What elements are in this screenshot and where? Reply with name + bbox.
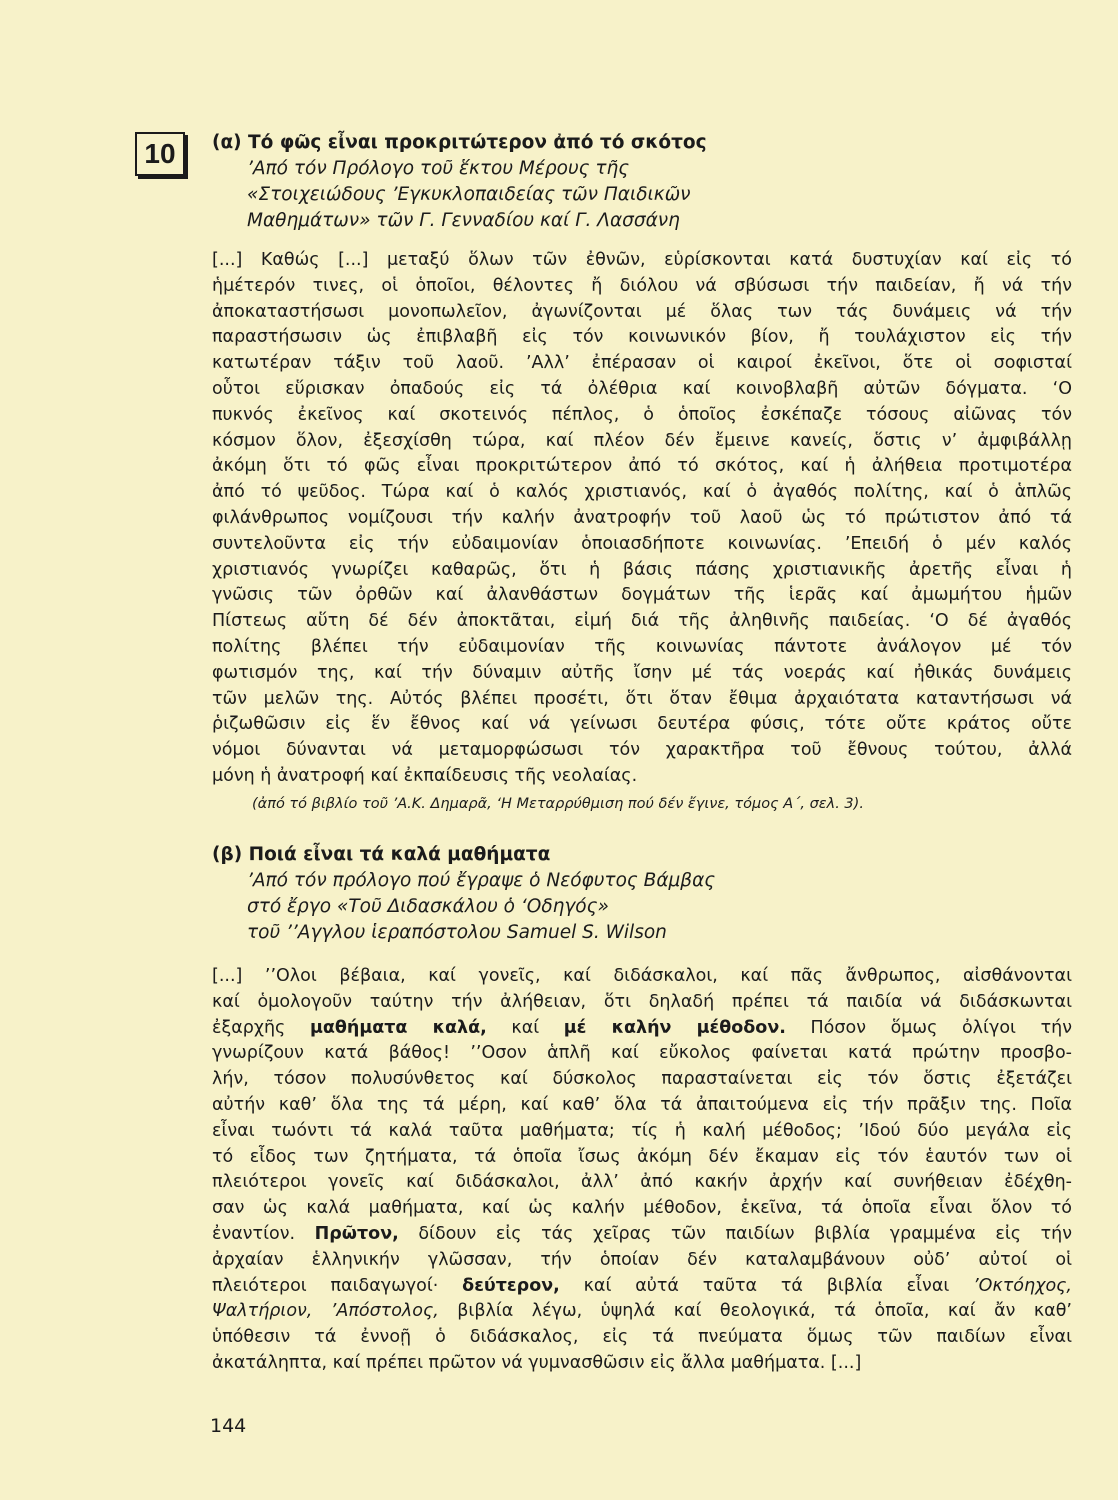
section-b-body [212, 964, 1072, 1377]
section-a-heading: (α) Τό φῶς εἶναι προκριτώτερον ἀπό τό σκότος [212, 132, 707, 153]
text-line: φωτισμόν της, καί τήν δύναμιν αὐτῆς ἴσην μέ τάς νοεράς καί ἠθικάς δυνάμεις [212, 662, 1072, 683]
text-run: ἐξαρχῆς [212, 1017, 310, 1038]
text-line: πυκνός ἐκεῖνος καί σκοτεινός πέπλος, ὁ ὁποῖος ἐσκέπαζε τόσους αἰῶνας τόν [212, 404, 1072, 425]
text-line: τῶν μελῶν της. Αὐτός βλέπει προσέτι, ὅτι ὅταν ἔθιμα ἀρχαιότατα καταντήσωσι νά [212, 688, 1072, 709]
text-line: πλειότεροι γονεῖς καί διδάσκαλοι, ἀλλ’ ἀπό κακήν ἀρχήν καί συνήθειαν ἐδέχθη- [212, 1172, 1072, 1193]
text-line: Πίστεως αὕτη δέ δέν ἀποκτᾶται, εἰμή διά τῆς ἀληθινῆς παιδείας. ‘Ο δέ ἀγαθός [212, 611, 1072, 632]
text-line: χριστιανός γνωρίζει καθαρῶς, ὅτι ἡ βάσις πάσης χριστιανικῆς ἀρετῆς εἶναι ἡ [212, 559, 1072, 580]
text-line: γνῶσις τῶν ὀρθῶν καί ἀλανθάστων δογμάτων τῆς ἱερᾶς καί ἀμωμήτου ἡμῶν [212, 585, 1072, 606]
section-number-badge: 10 [135, 132, 185, 176]
text-line: κατωτέραν τάξιν τοῦ λαοῦ. ’Αλλ’ ἐπέρασαν οἱ καιροί ἐκεῖνοι, ὅτε οἱ σοφισταί [212, 353, 1072, 374]
text-line: ἀκόμη ὅτι τό φῶς εἶναι προκριτώτερον ἀπό τό σκότος, καί ἡ ἀλήθεια προτιμοτέρα [212, 456, 1072, 477]
text-run: Πόσον ὅμως ὀλίγοι τήν [785, 1017, 1072, 1038]
text-line [212, 1274, 1072, 1300]
section-b-subtitle [247, 868, 1072, 946]
text-line: ἡμέτερόν τινες, οἱ ὁποῖοι, θέλοντες ἤ διόλου νά σβύσωσι τήν παιδείαν, ἤ νά τήν [212, 275, 1072, 296]
text-run: καί αὐτά ταῦτα τά βιβλία εἶναι [559, 1275, 974, 1296]
book-titles: Ψαλτήριον, ’Απόστολος, [212, 1301, 439, 1322]
text-line: πολίτης βλέπει τήν εὐδαιμονίαν τῆς κοινωνίας πάντοτε ἀνάλογον μέ τόν [212, 636, 1072, 657]
text-line: σαν ὡς καλά μαθήματα, καί ὡς καλήν μέθοδον, ἐκεῖνα, τά ὁποῖα εἶναι ὅλον τό [212, 1198, 1072, 1219]
text-line: ἀκατάληπτα, καί πρέπει πρῶτον νά γυμνασθῶσιν εἰς ἄλλα μαθήματα. [...] [212, 1352, 862, 1373]
text-line: αὐτήν καθ’ ὅλα της τά μέρη, καί καθ’ ὅλα τά ἀπαιτούμενα εἰς τήν πρᾶξιν της. Ποῖα [212, 1094, 1072, 1115]
text-line: ἀποκαταστήσωσι μονοπωλεῖον, ἀγωνίζονται μέ ὅλας των τάς δυνάμεις νά τήν [212, 301, 1072, 322]
text-line: εἶναι τωόντι τά καλά ταῦτα μαθήματα; τίς ἡ καλή μέθοδος; ’Ιδού δύο μεγάλα εἰς [212, 1120, 1072, 1141]
subtitle-line: Μαθημάτων» τῶν Γ. Γενναδίου καί Γ. Λασσάνη [247, 210, 680, 231]
text-line: ῥιζωθῶσιν εἰς ἕν ἔθνος καί νά γείνωσι δευτέρα φύσις, τότε οὔτε κράτος οὔτε [212, 714, 1072, 735]
text-run: δίδουν εἰς τάς χεῖρας τῶν παιδίων βιβλία γραμμένα εἰς τήν [398, 1223, 1072, 1244]
text-line [212, 1299, 1072, 1325]
emphasis-good-method: μέ καλήν μέθοδον. [563, 1017, 786, 1038]
text-run: ἐναντίον. [212, 1223, 315, 1244]
text-line: γνωρίζουν κατά βάθος! ’’Οσον ἁπλῆ καί εὔκολος φαίνεται κατά πρώτην προσβο- [212, 1043, 1072, 1064]
text-line: παραστήσωσιν ὡς ἐπιβλαβῆ εἰς τόν κοινωνικόν βίον, ἤ τουλάχιστον εἰς τήν [212, 327, 1072, 348]
subtitle-line: ’Από τόν Πρόλογο τοῦ ἕκτου Μέρους τῆς [247, 158, 630, 179]
source-citation: (ἀπό τό βιβλίο τοῦ ’Α.Κ. Δημαρᾶ, ‘Η Μεταρρύθμιση πού δέν ἔγινε, τόμος Α΄, σελ. 3). [252, 795, 864, 812]
text-line: φιλάνθρωπος νομίζουσι τήν καλήν ἀνατροφήν τοῦ λαοῦ ὡς τό πρώτιστον ἀπό τά [212, 507, 1072, 528]
text-run: βιβλία λέγω, ὑψηλά καί θεολογικά, τά ὁποῖα, καί ἄν καθ’ [438, 1301, 1072, 1322]
section-a-body [212, 248, 1072, 790]
text-line: νόμοι δύνανται νά μεταμορφώσωσι τόν χαρακτῆρα τοῦ ἔθνους τούτου, ἀλλά [212, 740, 1072, 761]
section-b-heading: (β) Ποιά εἶναι τά καλά μαθήματα [212, 844, 551, 865]
subtitle-line: στό ἔργο «Τοῦ Διδασκάλου ὁ ‘Οδηγός» [247, 896, 609, 917]
emphasis-first: Πρῶτον, [314, 1223, 399, 1244]
text-line: κόσμον ὅλον, ἐξεσχίσθη τώρα, καί πλέον δέν ἔμεινε κανείς, ὅστις ν’ ἀμφιβάλλῃ [212, 430, 1072, 451]
text-line: μόνη ἡ ἀνατροφή καί ἐκπαίδευσις τῆς νεολαίας. [212, 765, 638, 786]
subtitle-line: τοῦ ’’Αγγλου ἱεραπόστολου Samuel S. Wilson [247, 922, 667, 943]
text-run: καί [486, 1017, 564, 1038]
text-line: οὗτοι εὕρισκαν ὀπαδούς εἰς τά ὀλέθρια καί κοινοβλαβῆ αὐτῶν δόγματα. ‘Ο [212, 378, 1072, 399]
text-line: ἀπό τό ψεῦδος. Τώρα καί ὁ καλός χριστιανός, καί ὁ ἀγαθός πολίτης, καί ὁ ἁπλῶς [212, 482, 1072, 503]
text-line: [...] ’’Ολοι βέβαια, καί γονεῖς, καί διδάσκαλοι, καί πᾶς ἄνθρωπος, αἰσθάνονται [212, 966, 1072, 986]
emphasis-second: δεύτερον, [462, 1275, 560, 1296]
text-run: πλειότεροι παιδαγωγοί· [212, 1275, 463, 1296]
text-line: ἀρχαίαν ἑλληνικήν γλῶσσαν, τήν ὁποίαν δέν καταλαμβάνουν οὐδ’ αὐτοί οἱ [212, 1249, 1072, 1270]
subtitle-line: ’Από τόν πρόλογο πού ἔγραψε ὁ Νεόφυτος Βάμβας [247, 870, 716, 891]
text-line: [...] Καθώς [...] μεταξύ ὅλων τῶν ἐθνῶν, εὑρίσκονται κατά δυστυχίαν καί εἰς τό [212, 250, 1072, 270]
text-line [212, 1222, 1072, 1248]
text-line: καί ὁμολογοῦν ταύτην τήν ἀλήθειαν, ὅτι δηλαδή πρέπει τά παιδία νά διδάσκωνται [212, 991, 1072, 1012]
text-line: τό εἶδος των ζητήματα, τά ὁποῖα ἴσως ἀκόμη δέν ἔκαμαν εἰς τόν ἑαυτόν των οἱ [212, 1146, 1072, 1167]
subtitle-line: «Στοιχειώδους ’Εγκυκλοπαιδείας τῶν Παιδικῶν [247, 184, 691, 205]
page-number: 144 [210, 1415, 247, 1437]
emphasis-good-lessons: μαθήματα καλά, [309, 1017, 487, 1038]
text-line: ὑπόθεσιν τά ἐννοῇ ὁ διδάσκαλος, εἰς τά πνεύματα ὅμως τῶν παιδίων εἶναι [212, 1327, 1072, 1348]
text-line: λήν, τόσον πολυσύνθετος καί δύσκολος παρασταίνεται εἰς τόν ὅστις ἐξετάζει [212, 1069, 1072, 1090]
text-line [212, 1016, 1072, 1042]
text-line: συντελοῦντα εἰς τήν εὐδαιμονίαν ὁποιασδήποτε κοινωνίας. ’Επειδή ὁ μέν καλός [212, 533, 1072, 554]
section-b [212, 842, 1072, 1377]
section-a [212, 130, 1072, 814]
section-a-subtitle [247, 156, 1072, 234]
book-title: ’Οκτόηχος, [973, 1275, 1072, 1296]
